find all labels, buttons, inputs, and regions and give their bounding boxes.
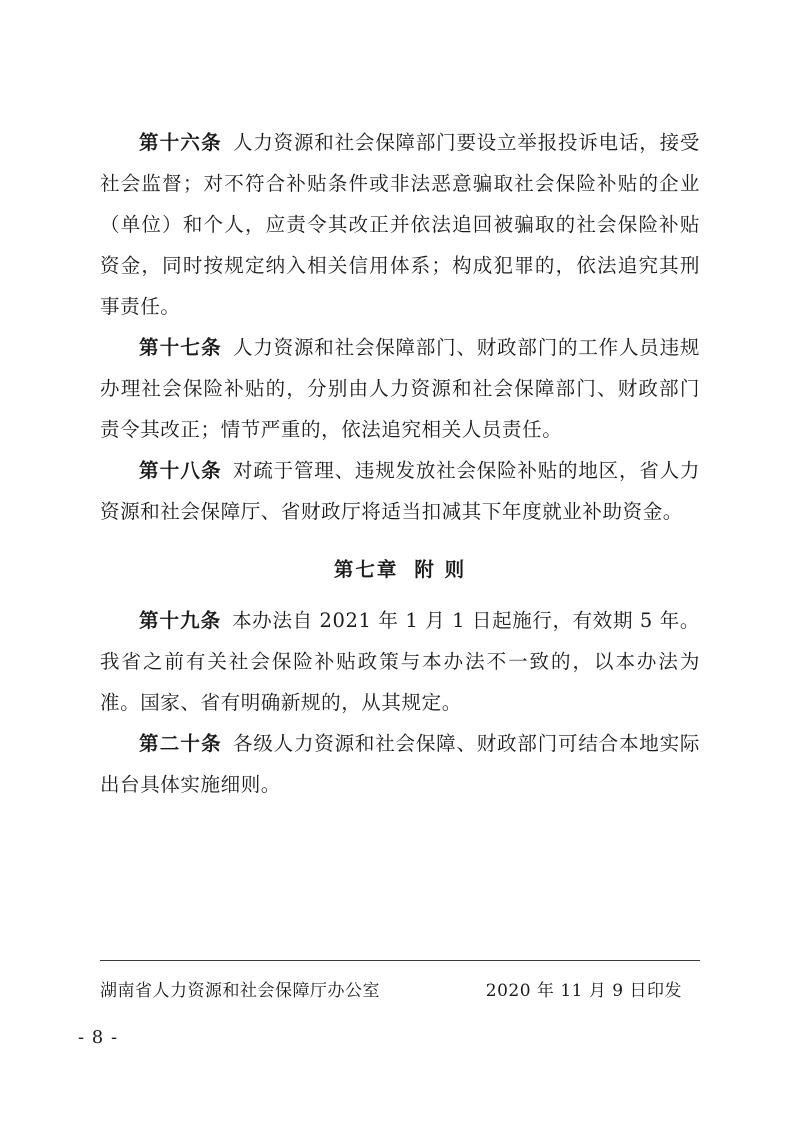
article-text: 对疏于管理、违规发放社会保险补贴的地区，省人力资源和社会保障厅、省财政厅将适当扣减其下年度就业补助资金。: [100, 459, 700, 523]
page-number: - 8 -: [78, 1027, 119, 1048]
footer-issuer: 湖南省人力资源和社会保障厅办公室: [100, 981, 380, 1001]
document-body: [100, 122, 700, 805]
article-lead-label: 第十八条: [139, 459, 222, 482]
article-paragraph: [100, 327, 700, 450]
article-text: 人力资源和社会保障部门要设立举报投诉电话，接受社会监督；对不符合补贴条件或非法恶意骗取社会保险补贴的企业（单位）和个人，应责令其改正并依法追回被骗取的社会保险补贴资金，同时按规定纳入相关信用体系；构成犯罪的，依法追究其刑事责任。: [100, 131, 700, 318]
article-text: 人力资源和社会保障部门、财政部门的工作人员违规办理社会保险补贴的，分别由人力资源和社会保障部门、财政部门责令其改正；情节严重的，依法追究相关人员责任。: [100, 336, 700, 441]
article-lead-label: 第十九条: [139, 609, 222, 632]
footer-divider: [100, 960, 700, 961]
article-lead-label: 第二十条: [139, 732, 222, 755]
article-paragraph: [100, 122, 700, 327]
article-text: 本办法自 2021 年 1 月 1 日起施行，有效期 5 年。我省之前有关社会保险补贴政策与本办法不一致的，以本办法为准。国家、省有明确新规的，从其规定。: [100, 609, 700, 714]
chapter-number: 第七章: [333, 558, 399, 581]
article-paragraph: [100, 450, 700, 532]
footer: [100, 976, 700, 1001]
article-lead-label: 第十六条: [139, 131, 222, 154]
article-text: 各级人力资源和社会保障、财政部门可结合本地实际出台具体实施细则。: [100, 732, 700, 796]
footer-date: 2020 年 11 月 9 日印发: [485, 981, 682, 1001]
article-paragraph: [100, 600, 700, 723]
chapter-title: 附 则: [414, 558, 467, 581]
article-paragraph: [100, 723, 700, 805]
chapter-heading: [100, 549, 700, 590]
article-lead-label: 第十七条: [139, 336, 222, 359]
